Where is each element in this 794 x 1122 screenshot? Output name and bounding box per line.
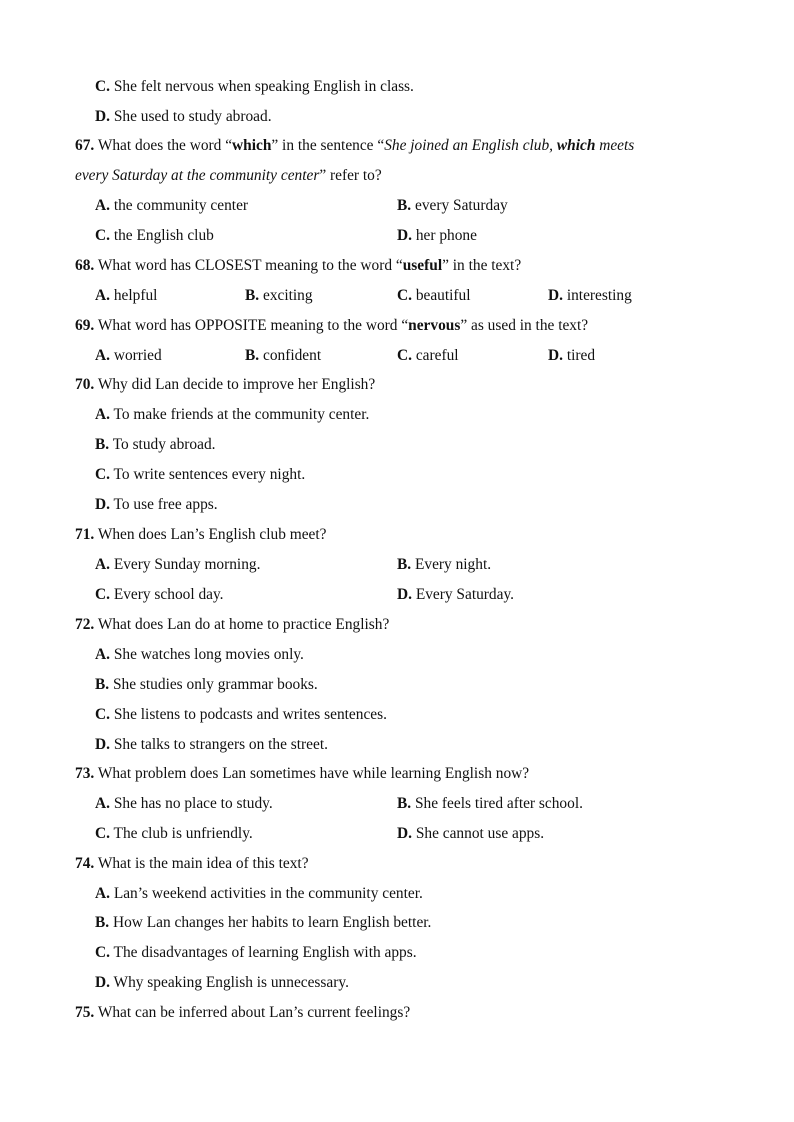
q74-stem: 74. What is the main idea of this text?	[75, 855, 309, 872]
q74-option-b: B. How Lan changes her habits to learn English better.	[95, 914, 432, 931]
q69-option-a: A. worried	[95, 347, 162, 364]
q68-option-c: C. beautiful	[397, 287, 471, 304]
q75-stem: 75. What can be inferred about Lan’s current feelings?	[75, 1004, 411, 1021]
q74-option-a: A. Lan’s weekend activities in the community center.	[95, 885, 423, 902]
q71-option-b: B. Every night.	[397, 556, 492, 573]
q70-stem: 70. Why did Lan decide to improve her English?	[75, 376, 376, 393]
q67-option-b: B. every Saturday	[397, 197, 508, 214]
q67-option-d: D. her phone	[397, 227, 477, 244]
q73-option-c: C. The club is unfriendly.	[95, 825, 253, 842]
q70-option-d: D. To use free apps.	[95, 496, 218, 513]
q72-option-a: A. She watches long movies only.	[95, 646, 304, 663]
q72-option-c: C. She listens to podcasts and writes sentences.	[95, 706, 387, 723]
q69-option-d: D. tired	[548, 347, 596, 364]
q67-stem: 67. What does the word “which” in the sentence “She joined an English club, which meets	[75, 137, 635, 154]
q71-option-d: D. Every Saturday.	[397, 586, 514, 603]
q70-option-b: B. To study abroad.	[95, 436, 216, 453]
q73-option-a: A. She has no place to study.	[95, 795, 273, 812]
q68-stem: 68. What word has CLOSEST meaning to the word “useful” in the text?	[75, 257, 522, 274]
q67-stem-cont: every Saturday at the community center” refer to?	[75, 167, 382, 184]
q66-option-d: D. She used to study abroad.	[95, 108, 272, 125]
q73-stem: 73. What problem does Lan sometimes have while learning English now?	[75, 765, 530, 782]
q71-option-a: A. Every Sunday morning.	[95, 556, 261, 573]
q74-option-d: D. Why speaking English is unnecessary.	[95, 974, 349, 991]
q68-option-b: B. exciting	[245, 287, 313, 304]
q73-option-b: B. She feels tired after school.	[397, 795, 583, 812]
q72-stem: 72. What does Lan do at home to practice English?	[75, 616, 390, 633]
q70-option-a: A. To make friends at the community center.	[95, 406, 370, 423]
q70-option-c: C. To write sentences every night.	[95, 466, 306, 483]
q71-stem: 71. When does Lan’s English club meet?	[75, 526, 327, 543]
q72-option-b: B. She studies only grammar books.	[95, 676, 318, 693]
q68-option-a: A. helpful	[95, 287, 158, 304]
q66-option-c: C. She felt nervous when speaking English in class.	[95, 78, 414, 95]
q69-stem: 69. What word has OPPOSITE meaning to the word “nervous” as used in the text?	[75, 317, 589, 334]
q71-option-c: C. Every school day.	[95, 586, 224, 603]
q72-option-d: D. She talks to strangers on the street.	[95, 736, 328, 753]
q69-option-b: B. confident	[245, 347, 322, 364]
q73-option-d: D. She cannot use apps.	[397, 825, 545, 842]
q68-option-d: D. interesting	[548, 287, 632, 304]
q67-option-a: A. the community center	[95, 197, 249, 214]
q69-option-c: C. careful	[397, 347, 459, 364]
q67-option-c: C. the English club	[95, 227, 214, 244]
q74-option-c: C. The disadvantages of learning English with apps.	[95, 944, 417, 961]
